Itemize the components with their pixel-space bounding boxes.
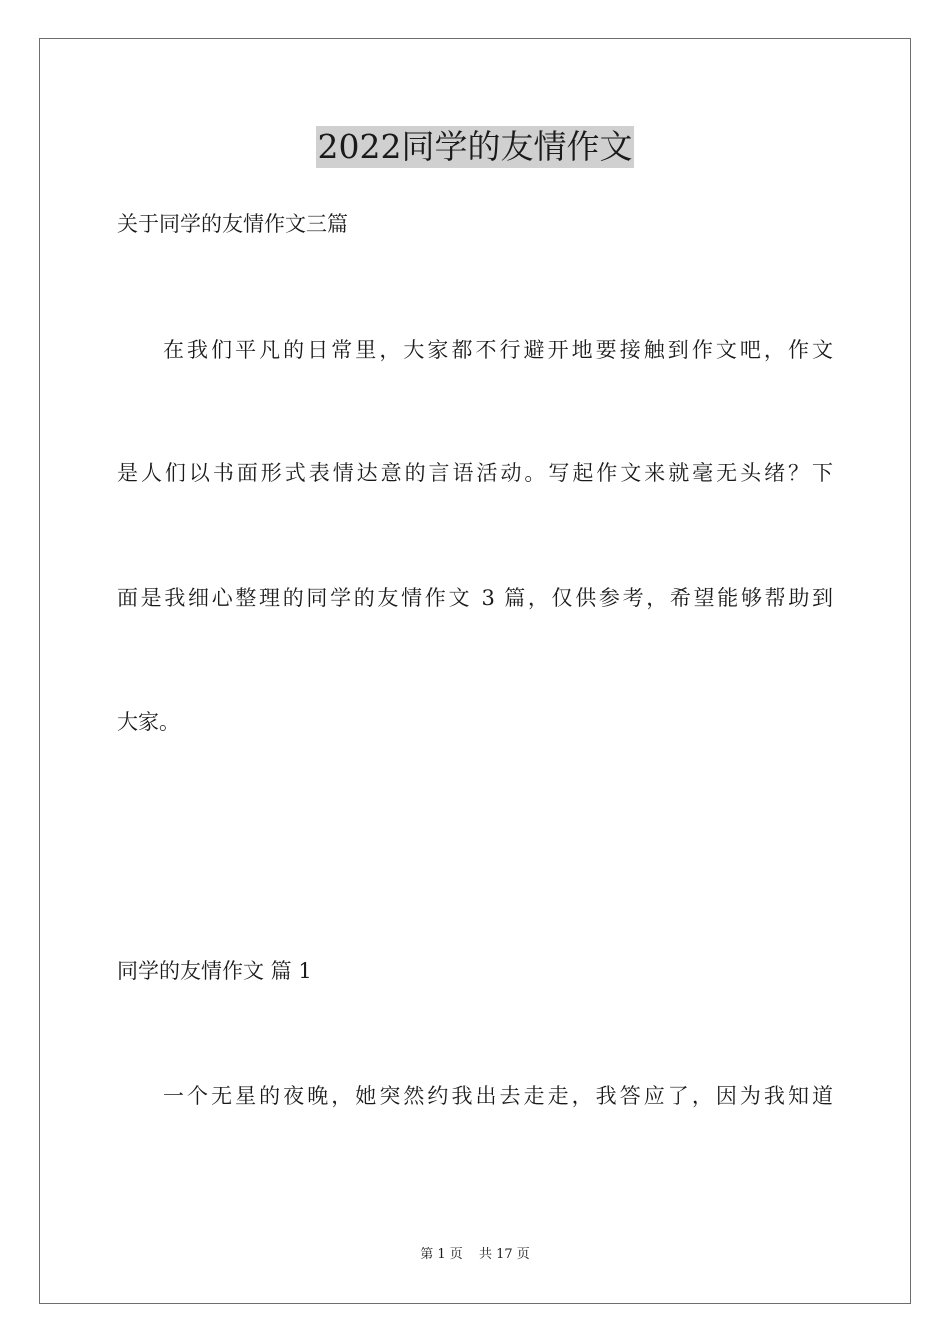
intro-line-1: 在我们平凡的日常里，大家都不行避开地要接触到作文吧，作文 [163,338,833,362]
section-paragraph-line-1: 一个无星的夜晚，她突然约我出去走走，我答应了，因为我知道 [163,1084,833,1108]
page-total: 共 17 页 [478,1247,530,1262]
intro-line-4: 大家。 [117,710,180,734]
intro-line-3: 面是我细心整理的同学的友情作文 3 篇，仅供参考，希望能够帮助到 [117,586,833,610]
intro-line-2: 是人们以书面形式表情达意的言语活动。写起作文来就毫无头绪？下 [117,461,833,485]
page-number: 第 1 页 [420,1247,463,1262]
document-subtitle: 关于同学的友情作文三篇 [117,212,348,236]
section-heading: 同学的友情作文 篇 1 [117,959,312,983]
title-container [0,126,950,168]
page-footer [0,1246,950,1264]
document-title: 2022同学的友情作文 [317,127,633,166]
